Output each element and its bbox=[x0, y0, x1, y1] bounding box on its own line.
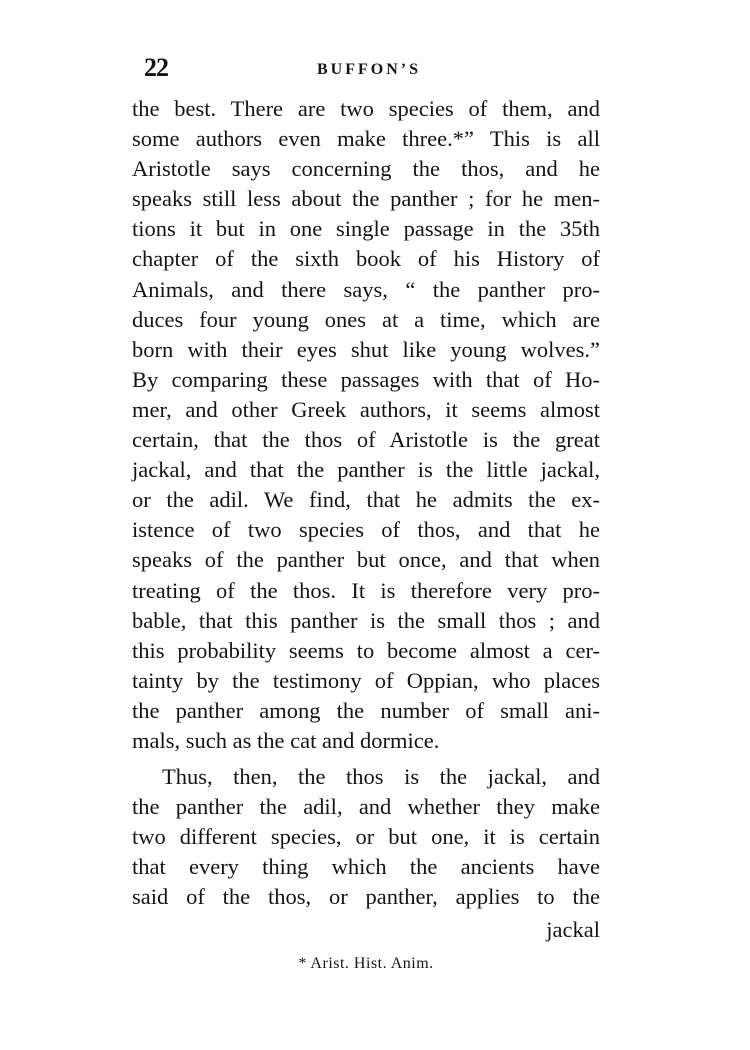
body-text bbox=[132, 94, 600, 947]
text-line: Animals, and there says, “ the panther pro- bbox=[132, 276, 600, 302]
text-line: that every thing which the ancients have bbox=[132, 854, 600, 880]
running-head bbox=[138, 50, 600, 86]
text-line: this probability seems to become almost a cer- bbox=[132, 637, 600, 663]
text-line: By comparing these passages with that of Ho- bbox=[132, 366, 600, 392]
text-line: jackal, and that the panther is the little jackal, bbox=[132, 457, 600, 483]
text-line: tainty by the testimony of Oppian, who places bbox=[132, 667, 600, 693]
page-number: 22 bbox=[144, 53, 168, 82]
footnote: * Arist. Hist. Anim. bbox=[298, 955, 434, 972]
running-title: BUFFON’S bbox=[317, 61, 421, 78]
text-line: mals, such as the cat and dormice. bbox=[132, 727, 440, 753]
paragraph-1 bbox=[132, 94, 600, 756]
text-line: Aristotle says concerning the thos, and he bbox=[132, 156, 600, 182]
text-line: two different species, or but one, it is certain bbox=[132, 824, 600, 850]
text-line: treating of the thos. It is therefore very pro- bbox=[132, 577, 600, 603]
text-line: speaks of the panther but once, and that when bbox=[132, 547, 600, 573]
text-line: duces four young ones at a time, which are bbox=[132, 306, 600, 332]
text-line: the best. There are two species of them, and bbox=[132, 96, 600, 121]
text-line: Thus, then, the thos is the jackal, and bbox=[162, 764, 600, 790]
text-line: mer, and other Greek authors, it seems almost bbox=[132, 396, 600, 422]
paragraph-2 bbox=[132, 762, 600, 912]
text-line: born with their eyes shut like young wolves.” bbox=[132, 336, 600, 362]
text-line: the panther the adil, and whether they make bbox=[132, 794, 600, 820]
text-line: speaks still less about the panther ; for he men- bbox=[132, 186, 600, 212]
text-line: some authors even make three.*” This is all bbox=[132, 126, 600, 152]
text-line: tions it but in one single passage in the 35th bbox=[132, 216, 600, 242]
text-line: or the adil. We find, that he admits the ex- bbox=[132, 487, 600, 513]
text-line: chapter of the sixth book of his History of bbox=[132, 246, 600, 272]
text-line: certain, that the thos of Aristotle is the great bbox=[132, 427, 600, 453]
text-line: istence of two species of thos, and that he bbox=[132, 517, 600, 543]
text-line: bable, that this panther is the small thos ; and bbox=[132, 607, 600, 633]
catchword: jackal bbox=[546, 916, 600, 942]
text-line: the panther among the number of small ani- bbox=[132, 697, 600, 723]
text-line: said of the thos, or panther, applies to the bbox=[132, 884, 600, 910]
